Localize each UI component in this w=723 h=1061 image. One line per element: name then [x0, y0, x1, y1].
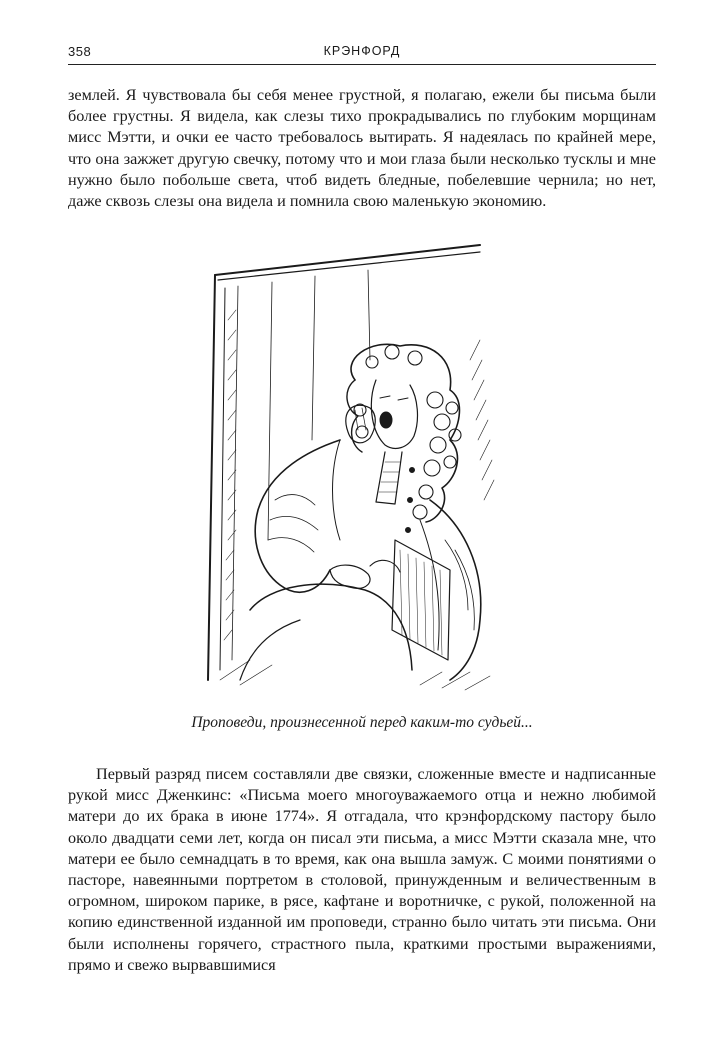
paragraph-bottom: Первый разряд писем составляли две связки, сложенные вместе и надписанные рукой мисс Дженкинс: «Письма моего многоуважаемого отца и нежно любимой матери до их брака в июне 1774». Я отгадала, что крэнфордскому пастору было около двадцати семи лет, когда он писал эти письма, а мисс Мэтти сказала мне, что матери ее было семнадцать в то время, как она вышла замуж. С моими понятиями о пасторе, навеянными портретом в столовой, принужденным и величественным в огромном, широком парике, в рясе, кафтане и воротничке, с рукой, положенной на копию единственной изданной им проповеди, странно было читать эти письма. Они были исполнены горячего, страстного пыла, краткими простыми выражениями, прямо и свежо вырвавшимися	[68, 765, 656, 974]
paragraph-top: землей. Я чувствовала бы себя менее грустной, я полагаю, ежели бы письма были более грустны. Я видела, как слезы тихо прокрадывались по глубоким морщинам мисс Мэтти, и очки ее часто требовалось вытирать. Я надеялась по крайней мере, что она зажжет другую свечку, потому что и мои глаза были несколько тусклы и мне нужно было побольше света, чтоб видеть бледные, побелевшие чернила; но нет, даже сквозь слезы она видела и помнила свою маленькую экономию.	[68, 86, 656, 211]
page-header	[68, 42, 656, 65]
illustration-caption: Проповеди, произнесенной перед каким-то судьей...	[191, 714, 533, 731]
running-title: КРЭНФОРД	[323, 44, 401, 58]
page-number: 358	[68, 44, 92, 59]
illustration-judge-yawning	[180, 240, 520, 700]
